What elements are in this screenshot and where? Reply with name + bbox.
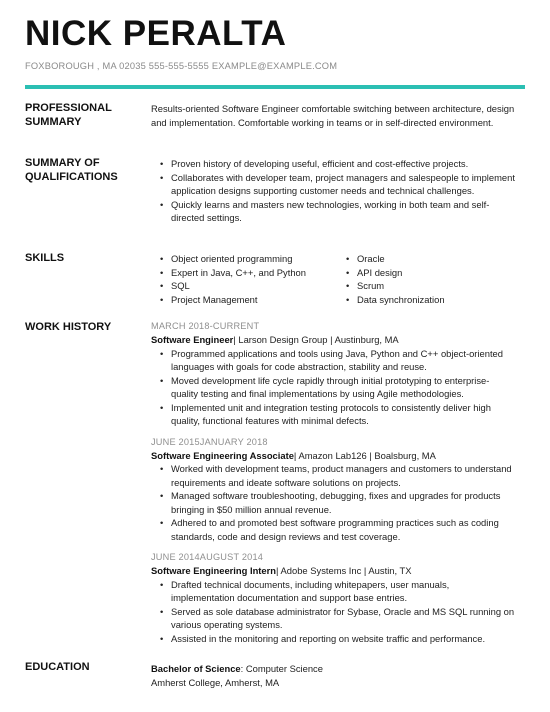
job-date: JUNE 2014AUGUST 2014	[151, 552, 264, 562]
list-item: • Moved development life cycle rapidly through initial prototyping to enterprise-quality testing and final implementations by using Agile methodologies.	[171, 374, 515, 401]
job-entry	[151, 551, 515, 645]
job-date: MARCH 2018-CURRENT	[151, 321, 260, 331]
list-item: • Implemented unit and integration testing protocols to consistently deliver high quality, functional features with minimal defects.	[171, 401, 515, 428]
list-item: • Expert in Java, C++, and Python	[171, 266, 347, 280]
job-entry	[151, 320, 515, 428]
qualifications-title	[25, 157, 145, 184]
work-history-body	[151, 320, 515, 653]
contact-info: FOXBOROUGH , MA 02035 555-555-5555 EXAMPLE@EXAMPLE.COM	[25, 61, 338, 71]
list-item: • Quickly learns and masters new technologies, working in both team and self-directed settings.	[171, 198, 515, 225]
job-role: Software Engineering Associate	[151, 449, 294, 461]
qualifications-list-wrap	[151, 157, 515, 225]
skills-grid	[151, 252, 515, 306]
list-item: • Proven history of developing useful, efficient and cost-effective projects.	[171, 157, 515, 171]
list-item: • SQL	[171, 279, 347, 293]
summary-title	[25, 102, 145, 129]
job-role: Software Engineer	[151, 334, 234, 345]
job-bullets	[151, 347, 515, 428]
list-item: • Adhered to and promoted best software programming practices such as coding standards, code and design reviews and test coverage.	[171, 516, 515, 543]
qualifications-title-line2: QUALIFICATIONS	[25, 170, 118, 183]
school-name: Amherst College, Amherst, MA	[151, 676, 280, 688]
list-item: • Served as sole database administrator for Sybase, Oracle and MS SQL running on various operating systems.	[171, 605, 515, 632]
skills-column-1	[151, 252, 347, 306]
education-body	[151, 662, 515, 689]
list-item: • Project Management	[171, 293, 347, 307]
job-role: Software Engineering Intern	[151, 565, 277, 576]
list-item: • Object oriented programming	[171, 252, 347, 266]
degree-line	[151, 662, 515, 676]
degree-field: : Computer Science	[240, 663, 323, 674]
list-item: • Data synchronization	[357, 293, 507, 307]
job-title-line	[151, 564, 515, 578]
candidate-name: NICK PERALTA	[25, 14, 287, 53]
summary-text: Results-oriented Software Engineer comfortable switching between architecture, design and implementation. Comfortable working in teams or in self-directed environment.	[151, 103, 515, 128]
list-item: • Collaborates with developer team, project managers and salespeople to implement application designs supporting customer needs and technical challenges.	[171, 171, 515, 198]
skills-title: SKILLS	[25, 252, 65, 264]
job-bullets	[151, 462, 515, 543]
skills-list-2	[347, 252, 507, 306]
qualifications-list	[151, 157, 515, 225]
job-entry	[151, 436, 515, 544]
job-date: JUNE 2015JANUARY 2018	[151, 436, 268, 447]
degree-name: Bachelor of Science	[151, 663, 241, 674]
list-item: • API design	[357, 266, 507, 280]
list-item: • Worked with development teams, product managers and customers to understand requirements and ideate software solutions on projects.	[171, 462, 515, 489]
skills-column-2	[347, 252, 507, 306]
summary-title-line1: PROFESSIONAL	[25, 102, 112, 114]
skills-list-1	[151, 252, 347, 306]
list-item: • Oracle	[357, 252, 507, 266]
job-company: | Larson Design Group | Austinburg, MA	[233, 334, 399, 345]
list-item: • Managed software troubleshooting, debugging, fixes and upgrades for products bringing in $50 million annual revenue.	[171, 489, 515, 516]
list-item: • Programmed applications and tools using Java, Python and C++ object-oriented languages with goals for code abstraction, stability and reuse.	[171, 347, 515, 374]
accent-divider	[25, 85, 525, 89]
qualifications-title-line1: SUMMARY OF	[25, 157, 100, 169]
job-title-line	[151, 333, 515, 347]
job-company: | Adobe Systems Inc | Austin, TX	[276, 565, 412, 576]
list-item: • Scrum	[357, 279, 507, 293]
education-title: EDUCATION	[25, 661, 90, 673]
job-company: | Amazon Lab126 | Boalsburg, MA	[293, 449, 436, 461]
job-title-line	[151, 449, 515, 463]
list-item: • Assisted in the monitoring and reporting on website traffic and performance.	[171, 632, 515, 646]
job-bullets	[151, 578, 515, 646]
work-history-title: WORK HISTORY	[25, 321, 112, 333]
list-item: • Drafted technical documents, including whitepapers, user manuals, implementation documentation and support base entries.	[171, 578, 515, 605]
summary-title-line2: SUMMARY	[25, 115, 82, 128]
